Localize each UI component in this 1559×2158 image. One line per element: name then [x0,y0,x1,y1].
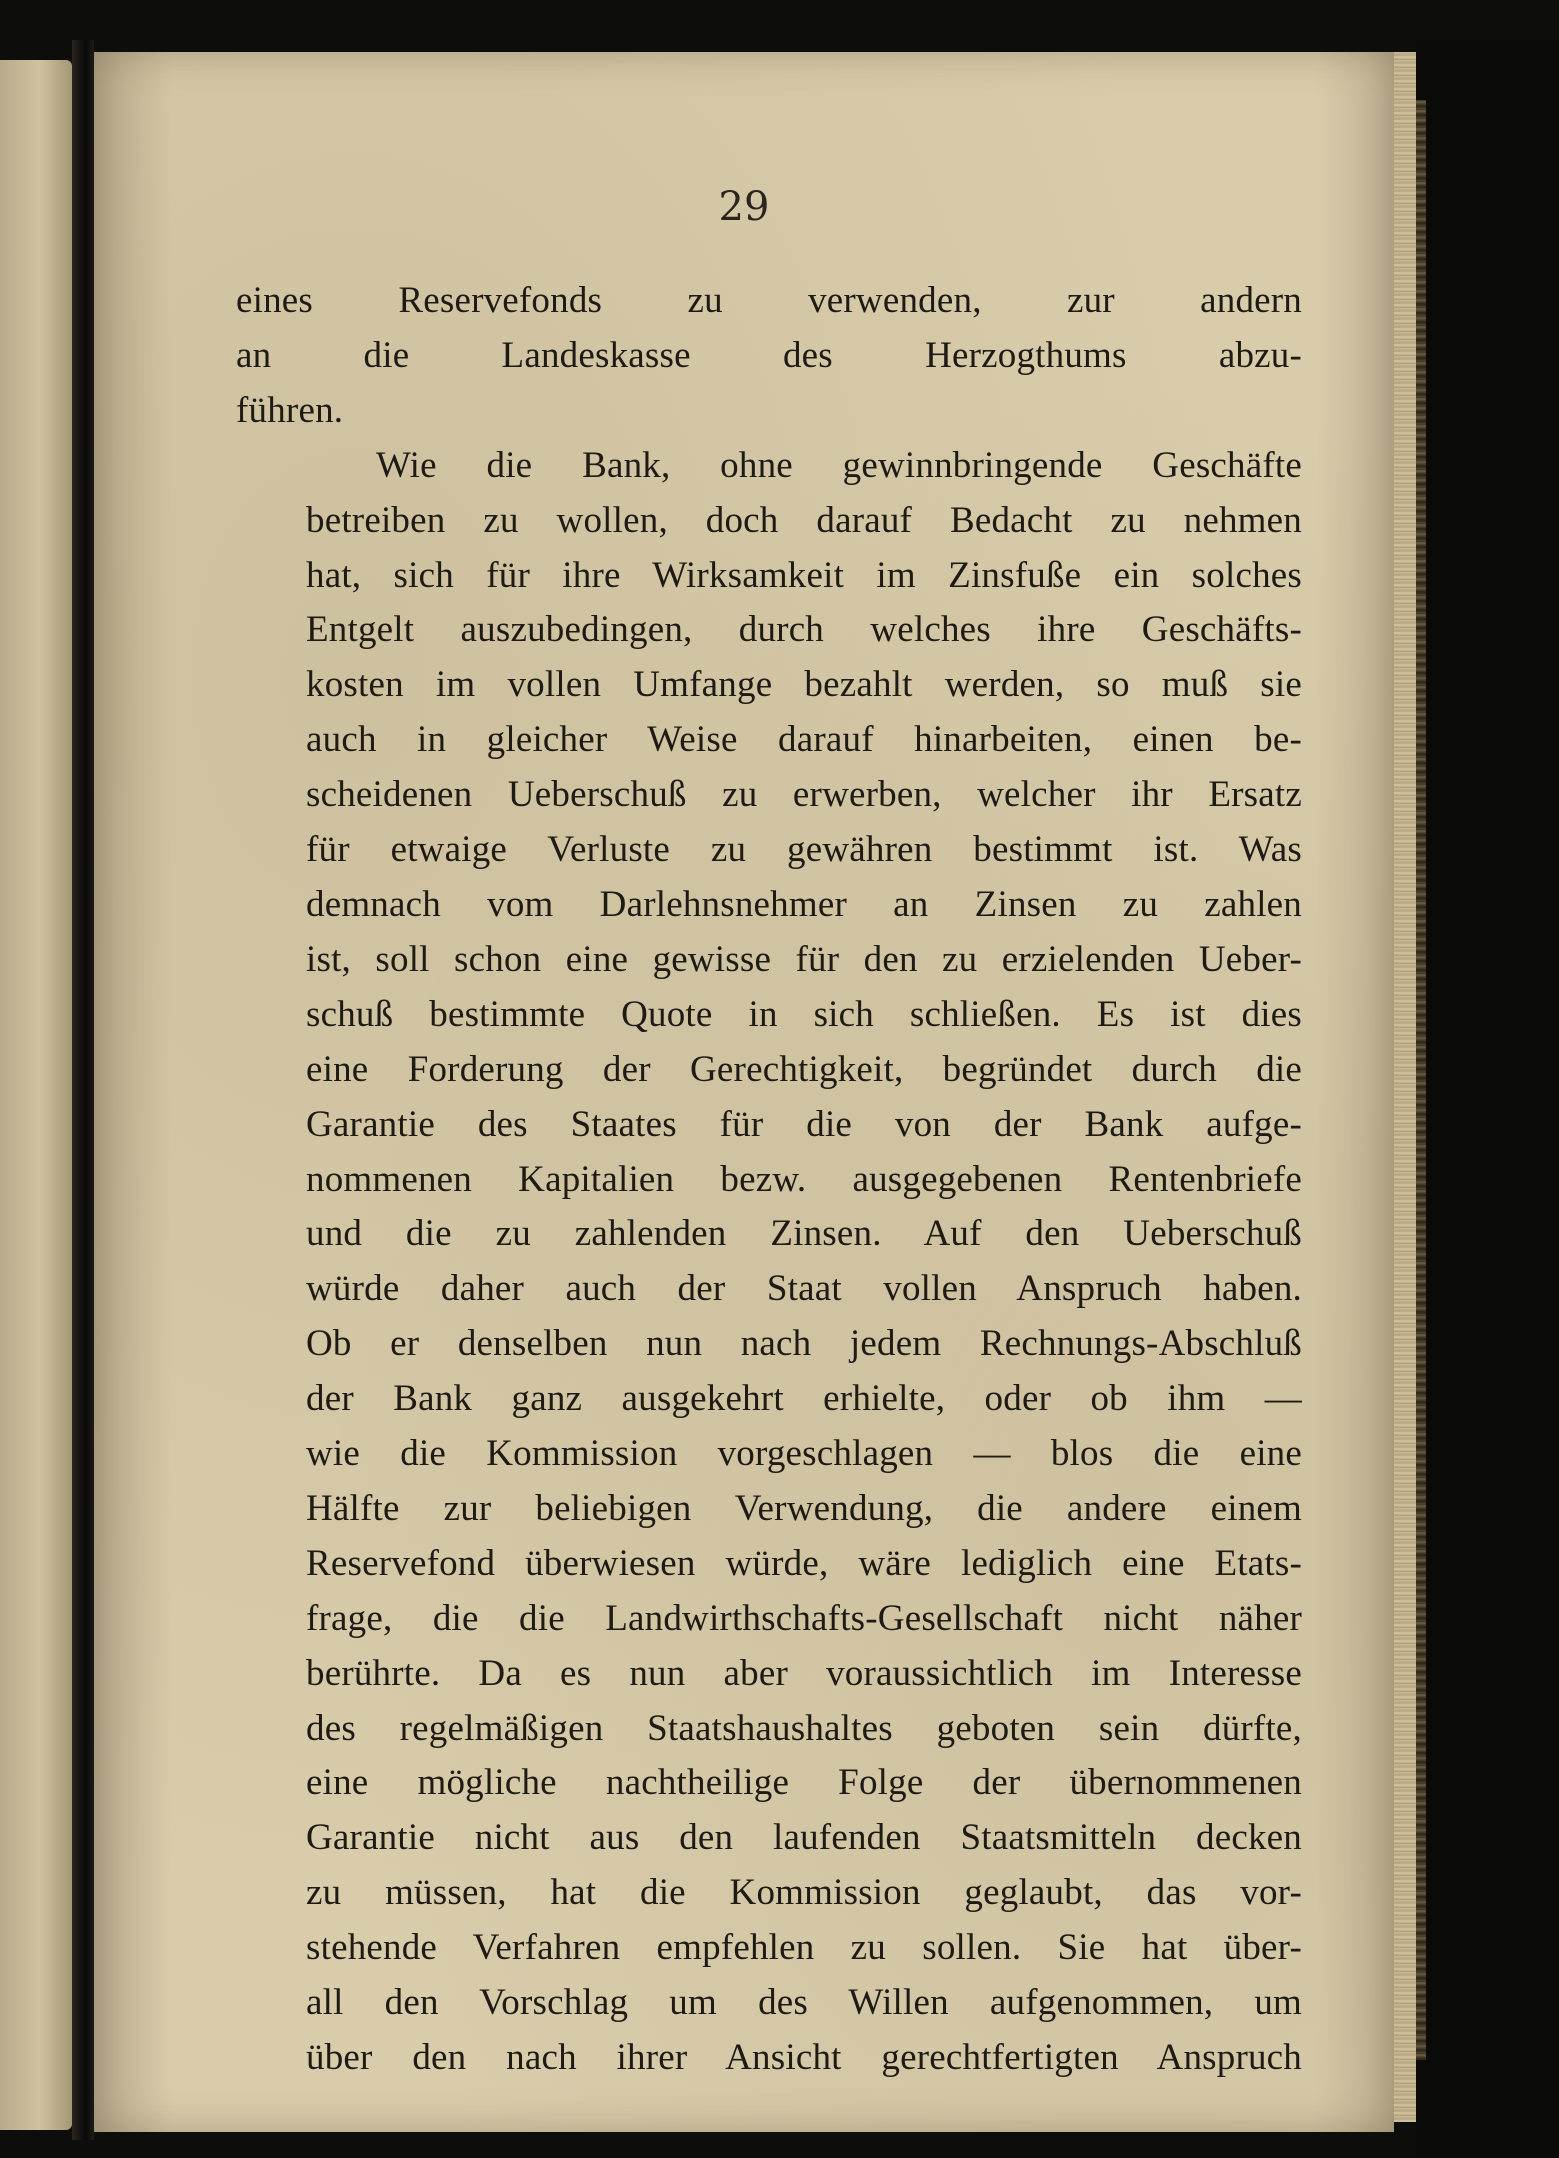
text-line: Hälfte zur beliebigen Verwendung, die andere einem [306,1487,1302,1529]
body-text [236,274,1302,2086]
text-line: demnach vom Darlehnsnehmer an Zinsen zu zahlen [306,883,1302,925]
text-line: nommenen Kapitalien bezw. ausgegebenen Rentenbriefe [306,1158,1302,1200]
text-line: stehende Verfahren empfehlen zu sollen. Sie hat über- [306,1927,1302,1969]
text-line: berührte. Da es nun aber voraussichtlich im Interesse [306,1652,1302,1694]
page-stack-edge [1394,52,1416,2122]
text-line: Wie die Bank, ohne gewinnbringende Geschäfte [376,444,1302,486]
book-gutter [72,40,94,2140]
text-line: zu müssen, hat die Kommission geglaubt, das vor- [306,1872,1302,1914]
paragraph [236,439,1302,2086]
text-line: betreiben zu wollen, doch darauf Bedacht zu nehmen [306,499,1302,541]
text-line: auch in gleicher Weise darauf hinarbeiten, einen be- [306,719,1302,761]
text-line: all den Vorschlag um des Willen aufgenommen, um [306,1982,1302,2024]
text-line: ist, soll schon eine gewisse für den zu erzielenden Ueber- [306,938,1302,980]
text-line: eines Reservefonds zu verwenden, zur andern [236,280,1302,321]
text-line: eine mögliche nachtheilige Folge der übernommenen [306,1762,1302,1804]
text-line: scheidenen Ueberschuß zu erwerben, welcher ihr Ersatz [306,774,1302,816]
text-line: und die zu zahlenden Zinsen. Auf den Ueberschuß [306,1213,1302,1255]
book-page [94,52,1394,2132]
binding-edge [1416,100,1426,2060]
text-line: frage, die die Landwirthschafts-Gesellschaft nicht näher [306,1597,1302,1639]
text-line: kosten im vollen Umfange bezahlt werden, so muß sie [306,664,1302,706]
text-line: über den nach ihrer Ansicht gerechtfertigten Anspruch [306,2037,1302,2078]
text-line: Ob er denselben nun nach jedem Rechnungs-Abschluß [306,1323,1302,1365]
text-line: schuß bestimmte Quote in sich schließen. Es ist dies [306,993,1302,1035]
text-line: Entgelt auszubedingen, durch welches ihre Geschäfts- [306,609,1302,651]
text-line: führen. [236,389,344,431]
text-line: würde daher auch der Staat vollen Anspruch haben. [306,1268,1302,1310]
text-line: Garantie des Staates für die von der Bank aufge- [306,1103,1302,1145]
text-line: Reservefond überwiesen würde, wäre lediglich eine Etats- [306,1542,1302,1584]
text-line: eine Forderung der Gerechtigkeit, begründet durch die [306,1048,1302,1090]
left-facing-page-edge [0,60,72,2130]
text-line: an die Landeskasse des Herzogthums abzu- [236,334,1302,376]
paragraph [236,274,1302,439]
text-line: wie die Kommission vorgeschlagen — blos die eine [306,1433,1302,1475]
scanner-background [1416,40,1559,2158]
text-line: für etwaige Verluste zu gewähren bestimmt ist. Was [306,829,1302,871]
text-line: des regelmäßigen Staatshaushaltes geboten sein dürfte, [306,1707,1302,1749]
text-line: hat, sich für ihre Wirksamkeit im Zinsfuße ein solches [306,554,1302,596]
page-number: 29 [718,184,770,230]
text-line: der Bank ganz ausgekehrt erhielte, oder ob ihm — [306,1378,1302,1420]
text-line: Garantie nicht aus den laufenden Staatsmitteln decken [306,1817,1302,1859]
